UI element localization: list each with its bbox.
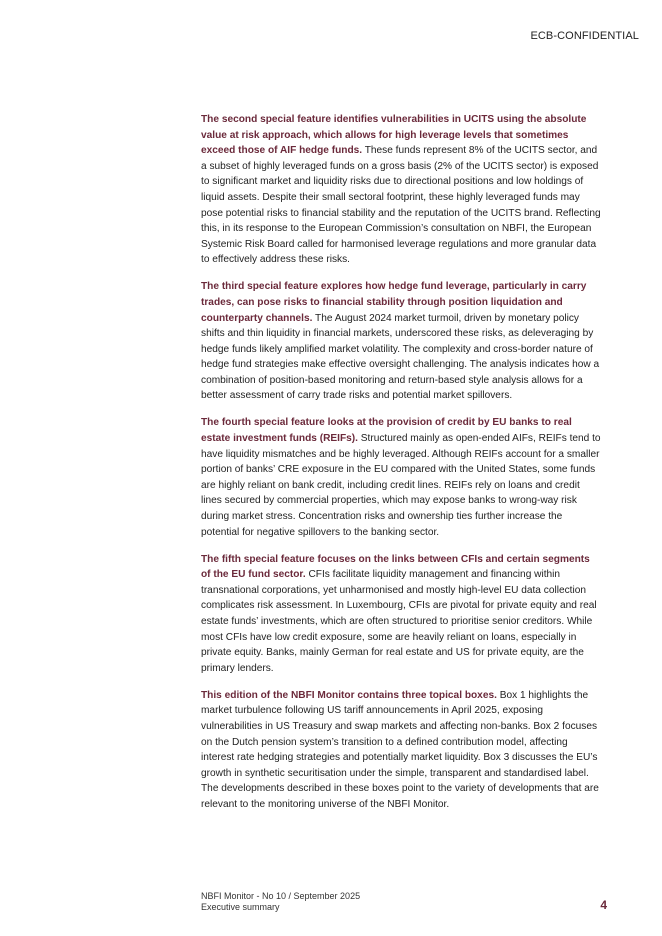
- paragraph-second-special-feature: [201, 112, 601, 268]
- paragraph-lead: This edition of the NBFI Monitor contains three topical boxes.: [201, 689, 497, 701]
- paragraph-lead: The third special feature explores how hedge fund leverage, particularly in carry trades, can pose risks to financial stability through position liquidation and counterparty channels.: [201, 281, 587, 324]
- executive-summary-body: [201, 112, 601, 824]
- paragraph-body: CFIs facilitate liquidity management and financing within transnational corporations, yet unharmonised and mostly high-level EU data collection complicates risk assessment. In Luxembourg, CFIs are pivotal for private equity and real estate funds’ investments, which are often structured to prioritise senior creditors. While most CFIs have low credit exposure, some are heavily reliant on loans, especially in private equity. Banks, mainly German for real estate and US for private equity, are the primary lenders.: [201, 569, 597, 674]
- paragraph-fifth-special-feature: [201, 552, 601, 677]
- paragraph-body: Structured mainly as open-ended AIFs, REIFs tend to have liquidity mismatches and be highly leveraged. Although REIFs account for a smaller portion of banks’ CRE exposure in the EU compared with the United States, some funds are highly reliant on bank credit, including credit lines. REIFs rely on loans and credit lines secured by commercial properties, which may expose banks to wrong-way risk during market stress. Concentration risks and ownership ties further increase the potential for negative spillovers to the banking sector.: [201, 433, 601, 538]
- paragraph-fourth-special-feature: [201, 415, 601, 540]
- classification-label: ECB-CONFIDENTIAL: [530, 30, 639, 42]
- paragraph-third-special-feature: [201, 279, 601, 404]
- footer-publication: NBFI Monitor - No 10 / September 2025: [201, 891, 361, 901]
- paragraph-lead: The fifth special feature focuses on the links between CFIs and certain segments of the EU fund sector.: [201, 553, 590, 581]
- page-footer: [201, 891, 360, 913]
- paragraph-topical-boxes: [201, 688, 601, 813]
- footer-section: Executive summary: [201, 902, 280, 912]
- paragraph-lead: The second special feature identifies vulnerabilities in UCITS using the absolute value at risk approach, which allows for high leverage levels that sometimes exceed those of AIF hedge funds.: [201, 114, 587, 157]
- paragraph-body: Box 1 highlights the market turbulence following US tariff announcements in April 2025, exposing vulnerabilities in US Treasury and swap markets and affecting non-banks. Box 2 focuses on the Dutch pension system’s transition to a defined contribution model, affecting interest rate hedging strategies and potentially market liquidity. Box 3 discusses the EU’s growth in synthetic securitisation under the simple, transparent and standardised label. The developments described in these boxes point to the variety of developments that are relevant to the monitoring universe of the NBFI Monitor.: [201, 689, 599, 810]
- page-number: 4: [600, 898, 607, 912]
- paragraph-body: These funds represent 8% of the UCITS sector, and a subset of highly leveraged funds on a gross basis (2% of the UCITS sector) is exposed to significant market and liquidity risks due to directional positions and low holdings of liquid assets. Despite their small sectoral footprint, these highly leveraged funds may pose potential risks to financial stability and the reputation of the UCITS brand. Reflecting this, in its response to the European Commission’s consultation on NBFI, the European Systemic Risk Board called for harmonised leverage regulations and more granular data to effectively address these risks.: [201, 145, 601, 266]
- paragraph-body: The August 2024 market turmoil, driven by monetary policy shifts and thin liquidity in financial markets, underscored these risks, as deleveraging by hedge funds likely amplified market volatility. The complexity and cross-border nature of hedge fund strategies make effective oversight challenging. The analysis indicates how a combination of position-based monitoring and return-based style analysis allows for a better assessment of carry trade risks and potential market spillovers.: [201, 312, 600, 402]
- paragraph-lead: The fourth special feature looks at the provision of credit by EU banks to real estate investment funds (REIFs).: [201, 417, 572, 445]
